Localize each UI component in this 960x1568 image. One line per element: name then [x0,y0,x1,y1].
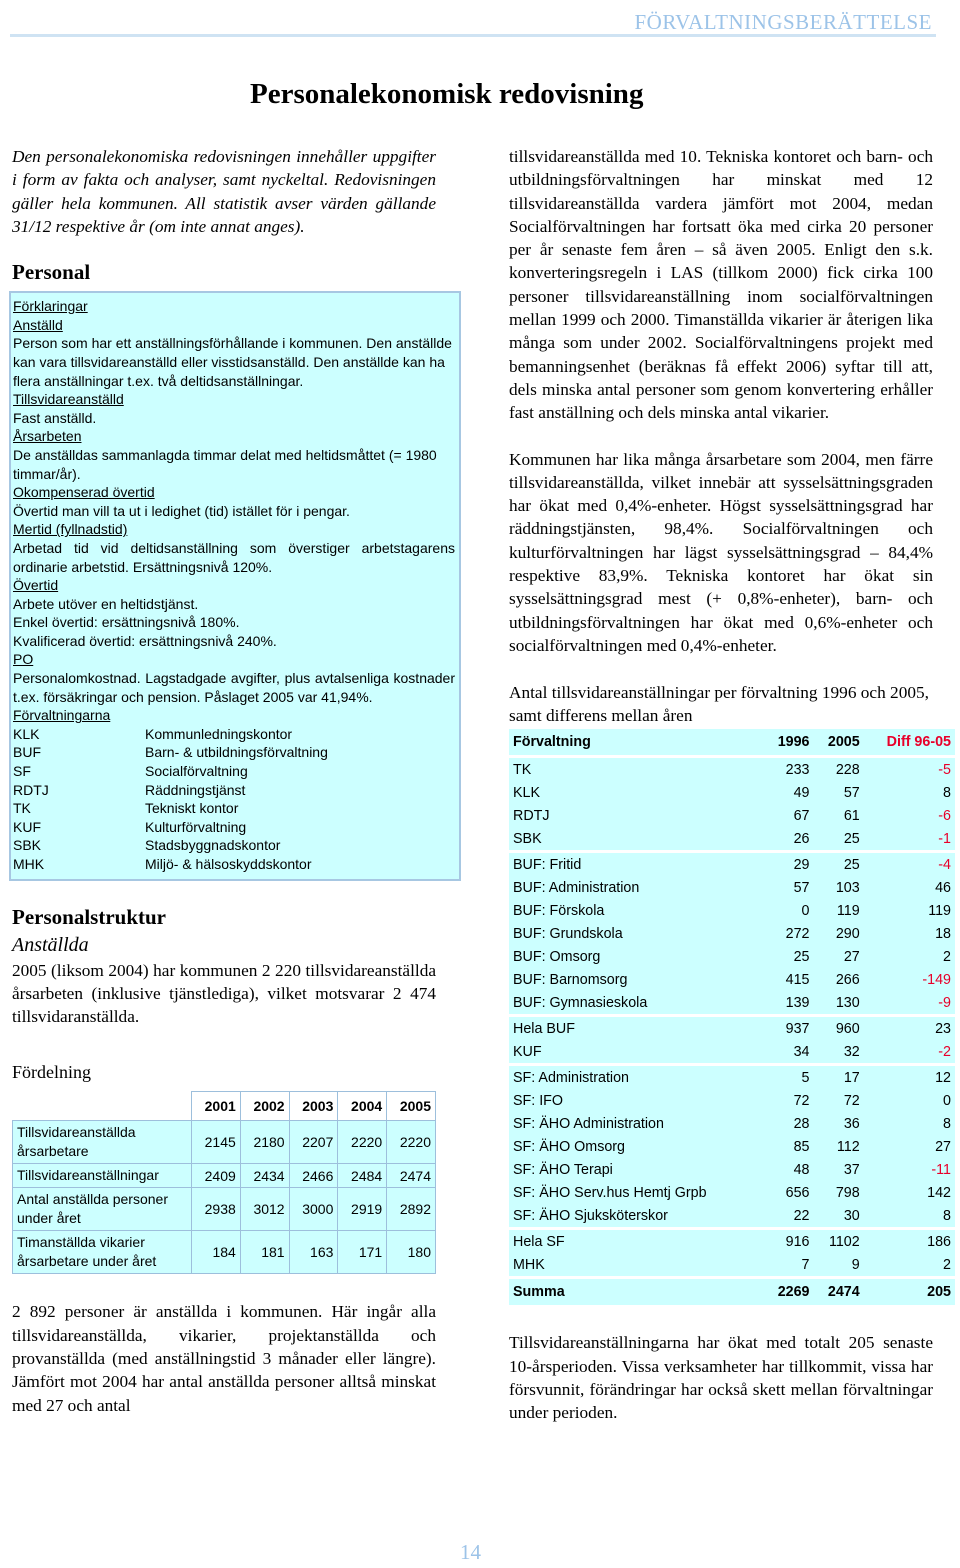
row-label: SF: ÄHO Sjuksköterskor [509,1204,763,1229]
table-row [509,1065,955,1090]
abbr-row [13,762,455,781]
row-label: Tillsvidareanställda årsarbetare [13,1121,192,1164]
table-row [13,1231,436,1274]
column-header: Förvaltning [509,729,763,757]
abbr-value: Socialförvaltning [145,763,248,780]
column-header: Diff 96-05 [864,729,955,757]
table-row [509,1040,955,1065]
abbr-row [13,836,455,855]
cell: 3012 [240,1188,289,1231]
row-label: BUF: Gymnasieskola [509,991,763,1016]
table-header-row [509,729,955,757]
def-tillsv-text: Fast anställd. [13,409,97,426]
cell: 29 [763,852,813,877]
table-row [509,922,955,945]
def-mertid-text: Arbetad tid vid deltidsanställning som överstiger arbetstagarens ordinarie arbetstid. Ersättningsnivå 120%. [13,539,455,575]
def-okomp-heading: Okompenserad övertid [13,484,155,501]
abbr-key: KLK [13,725,40,742]
cell: 36 [814,1112,864,1135]
table-row [509,827,955,852]
cell: 228 [814,757,864,782]
cell: 34 [763,1040,813,1065]
table-header-empty [13,1092,192,1121]
section-title: FÖRVALTNINGSBERÄTTELSE [634,10,932,34]
abbr-value: Räddningstjänst [145,781,246,798]
cell: 119 [814,899,864,922]
table-row [509,991,955,1016]
page-header [10,6,936,37]
def-overtid-heading: Övertid [13,577,59,594]
def-overtid-text-1: Arbete utöver en heltidstjänst. [13,595,199,612]
cell: 85 [763,1135,813,1158]
abbr-key: SF [13,763,31,780]
cell: 184 [192,1231,241,1274]
row-label: SF: IFO [509,1089,763,1112]
table-row [13,1164,436,1188]
table-row [509,876,955,899]
cell: 1102 [814,1229,864,1254]
cell: 25 [814,852,864,877]
table-row [509,852,955,877]
abbr-key: TK [13,800,31,817]
cell: 2919 [338,1188,387,1231]
year-header: 2002 [240,1092,289,1121]
cell: 130 [814,991,864,1016]
cell: 290 [814,922,864,945]
row-label: BUF: Barnomsorg [509,968,763,991]
def-okomp-text: Övertid man vill ta ut i ledighet (tid) istället för i pengar. [13,502,350,519]
table-row [509,757,955,782]
row-label: BUF: Grundskola [509,922,763,945]
diff-cell: 119 [864,899,955,922]
abbr-value: Barn- & utbildningsförvaltning [145,744,328,761]
page-title: Personalekonomisk redovisning [250,78,644,110]
diff-cell: -2 [864,1040,955,1065]
employees-paragraph: 2 892 personer är anställda i kommunen. Här ingår alla tillsvidareanställda, vikarier, projektanställda och provanställda (med anställningstid 3 månader eller längre). Jämfört mot 2004 har antal anställda personer alltså minskat med 27 och antal [12,1302,436,1415]
diff-cell: 2 [864,1253,955,1278]
cell: 26 [763,827,813,852]
struktur-heading: Personalstruktur [12,904,166,929]
cell: 67 [763,804,813,827]
cell: 139 [763,991,813,1016]
cell: 27 [814,945,864,968]
table-row [509,1253,955,1278]
table-row [509,1204,955,1229]
row-label: SF: ÄHO Administration [509,1112,763,1135]
year-header: 2004 [338,1092,387,1121]
def-po-text: Personalomkostnad. Lagstadgade avgifter, plus avtalsenliga kostnader t.ex. försäkringar och pension. Påslaget 2005 var 41,94%. [13,670,455,705]
right-paragraph-3: Tillsvidareanställningarna har ökat med totalt 205 senaste 10-årsperioden. Vissa verksamheter har tillkommit, vissa har försvunnit, förändringar har också skett mellan förvaltningar under perioden. [509,1333,933,1423]
cell: 2145 [192,1121,241,1164]
diff-cell: 142 [864,1181,955,1204]
cell: 916 [763,1229,813,1254]
diff-cell: 27 [864,1135,955,1158]
abbr-row [13,799,455,818]
cell: 25 [763,945,813,968]
cell: 57 [763,876,813,899]
cell: 3000 [289,1188,338,1231]
table-row [509,1089,955,1112]
cell: 112 [814,1135,864,1158]
row-label: BUF: Administration [509,876,763,899]
anstallda-heading: Anställda [12,933,89,956]
table-row [509,1158,955,1181]
abbr-value: Miljö- & hälsoskyddskontor [145,856,312,872]
row-label: SF: ÄHO Omsorg [509,1135,763,1158]
row-label: SF: Administration [509,1065,763,1090]
def-mertid-heading: Mertid (fyllnadstid) [13,521,128,538]
column-header: 1996 [763,729,813,757]
table-row [13,1188,436,1231]
row-label: Hela SF [509,1229,763,1254]
cell: 415 [763,968,813,991]
forvaltning-table [509,729,955,1305]
abbr-row [13,743,455,762]
abbr-row [13,855,455,874]
diff-cell: 23 [864,1016,955,1041]
personal-heading: Personal [12,260,91,285]
right-column [509,145,951,1424]
table-row [509,945,955,968]
row-label: Timanställda vikarier årsarbetare under året [13,1231,192,1274]
abbr-value: Kulturförvaltning [145,818,247,835]
row-label: Tillsvidareanställningar [13,1164,192,1188]
table-row [509,804,955,827]
diff-cell: 186 [864,1229,955,1254]
cell: 937 [763,1016,813,1041]
diff-cell: -9 [864,991,955,1016]
abbr-value: Tekniskt kontor [145,800,239,817]
forvaltning-table-body [509,729,955,1305]
abbr-row [13,725,455,744]
abbr-row [13,818,455,837]
table-header-row [13,1092,436,1121]
row-label: Hela BUF [509,1016,763,1041]
cell: 7 [763,1253,813,1278]
fordelning-title: Fördelning [12,1062,91,1083]
right-paragraph-2: Kommunen har lika många årsarbetare som 2004, men färre tillsvidareanställda, vilket innebär att sysselsättningsgraden har ökat med 0,4%-enheter. Högst sysselsättningsgrad har räddningstjänsten, 98,4%. Socialförvaltningen och kulturförvaltningen har lägst sysselsättningsgrad – 84,4% respektive 83,9%. Tekniska kontoret har ökat sin sysselsättningsgrad mest (+ 0,8%-enheter), barn- och utbildningsförvaltningen har ökat med 0,6%-enheter och socialförvaltningen med 0,4%-enheter. [509,449,933,655]
abbr-key: MHK [13,856,45,872]
cell: 2892 [387,1188,436,1231]
table-row [509,1016,955,1041]
year-header: 2003 [289,1092,338,1121]
right-paragraph-1: tillsvidareanställda med 10. Tekniska kontoret och barn- och utbildningsförvaltningen har minskat med 12 tillsvidareanställda vardera jämfört mot 2004, medan Socialförvaltningen har fortsatt öka med cirka 20 personer per år senaste fem åren – så även 2005. Enligt den s.k. konverteringsregeln i LAS (tillkom 2000) fick cirka 100 personer tillsvidareanställning inom socialförvaltningen mellan 1999 och 2000. Timanställda vikarier är återigen lika många som under 2002. Socialförvaltningens projekt med bemanningsenhet (beräknas få effekt 2006) syftar till att, dels minska antal personer som genom konvertering erhåller fast anställning och dels minska antal vikarier. [509,147,933,423]
row-label: KUF [509,1040,763,1065]
cell: 61 [814,804,864,827]
diff-cell: -11 [864,1158,955,1181]
def-overtid-text-2: Enkel övertid: ersättningsnivå 180%. [13,614,240,631]
row-label: BUF: Fritid [509,852,763,877]
row-label: SBK [509,827,763,852]
cell: 25 [814,827,864,852]
row-label: RDTJ [509,804,763,827]
year-header: 2005 [387,1092,436,1121]
abbr-value: Kommunledningskontor [145,725,293,742]
cell: 72 [814,1089,864,1112]
table-row [509,1181,955,1204]
row-label: Summa [509,1278,763,1306]
cell: 2938 [192,1188,241,1231]
cell: 22 [763,1204,813,1229]
cell: 30 [814,1204,864,1229]
abbr-key: BUF [13,744,41,761]
cell: 2474 [387,1164,436,1188]
row-label: SF: ÄHO Serv.hus Hemtj Grpb [509,1181,763,1204]
table-row [509,781,955,804]
abbr-key: RDTJ [13,781,49,798]
cell: 2269 [763,1278,813,1306]
struktur-paragraph: 2005 (liksom 2004) har kommunen 2 220 tillsvidareanställda årsarbeten (inklusive tjänstlediga), vilket motsvarar 2 474 tillsvidaranställda. [12,960,436,1027]
diff-cell: 0 [864,1089,955,1112]
abbr-key: SBK [13,837,42,854]
cell: 49 [763,781,813,804]
cell: 181 [240,1231,289,1274]
diff-cell: -6 [864,804,955,827]
cell: 2220 [387,1121,436,1164]
cell: 72 [763,1089,813,1112]
cell: 0 [763,899,813,922]
cell: 2484 [338,1164,387,1188]
def-anstalld-text: Person som har ett anställningsförhållande i kommunen. Den anställde kan vara tillsvidareanställd eller visstidsanställd. Den anställde kan ha flera anställningar t.ex. två deltidsanställningar. [13,335,452,389]
cell: 2220 [338,1121,387,1164]
cell: 32 [814,1040,864,1065]
diff-cell: 18 [864,922,955,945]
cell: 2180 [240,1121,289,1164]
row-label: TK [509,757,763,782]
column-header: 2005 [814,729,864,757]
cell: 2474 [814,1278,864,1306]
cell: 48 [763,1158,813,1181]
cell: 9 [814,1253,864,1278]
table-row [509,1112,955,1135]
abbr-row [13,781,455,800]
cell: 2409 [192,1164,241,1188]
cell: 171 [338,1231,387,1274]
cell: 2207 [289,1121,338,1164]
def-forv-heading: Förvaltningarna [13,707,111,724]
diff-cell: 8 [864,781,955,804]
fordelning-table [12,1091,436,1274]
def-anstalld-heading: Anställd [13,316,63,333]
sum-row [509,1278,955,1306]
diff-cell: 8 [864,1112,955,1135]
cell: 960 [814,1016,864,1041]
page-number: 14 [460,1540,481,1564]
row-label: MHK [509,1253,763,1278]
row-label: KLK [509,781,763,804]
left-column [12,145,455,1417]
table-row [509,1229,955,1254]
cell: 798 [814,1181,864,1204]
cell: 2434 [240,1164,289,1188]
def-overtid-text-3: Kvalificerad övertid: ersättningsnivå 240%. [13,632,277,649]
cell: 2466 [289,1164,338,1188]
diff-cell: 8 [864,1204,955,1229]
cell: 266 [814,968,864,991]
diff-cell: -4 [864,852,955,877]
row-label: SF: ÄHO Terapi [509,1158,763,1181]
row-label: BUF: Förskola [509,899,763,922]
table-row [509,899,955,922]
def-arsarb-text: De anställdas sammanlagda timmar delat med heltidsmåttet (= 1980 timmar/år). [13,446,437,482]
def-tillsv-heading: Tillsvidareanställd [13,391,124,408]
diff-cell: 2 [864,945,955,968]
cell: 233 [763,757,813,782]
cell: 5 [763,1065,813,1090]
diff-cell: 205 [864,1278,955,1306]
diff-cell: -5 [864,757,955,782]
cell: 656 [763,1181,813,1204]
table-title: Antal tillsvidareanställningar per förvaltning 1996 och 2005, samt differens mellan åren [509,683,929,726]
cell: 17 [814,1065,864,1090]
def-po-heading: PO [13,651,34,668]
definitions-heading: Förklaringar [13,298,88,315]
row-label: Antal anställda personer under året [13,1188,192,1231]
abbr-value: Stadsbyggnadskontor [145,837,281,854]
diff-cell: 12 [864,1065,955,1090]
table-row [509,968,955,991]
cell: 37 [814,1158,864,1181]
diff-cell: -1 [864,827,955,852]
abbr-list [13,725,455,874]
cell: 28 [763,1112,813,1135]
table-row [509,1135,955,1158]
table-row [13,1121,436,1164]
diff-cell: 46 [864,876,955,899]
cell: 180 [387,1231,436,1274]
intro-paragraph: Den personalekonomiska redovisningen innehåller uppgifter i form av fakta och analyser, samt nyckeltal. Redovisningen gäller hela kommunen. All statistik avser värden gällande 31/12 respektive år (om inte annat anges). [12,147,436,236]
row-label: BUF: Omsorg [509,945,763,968]
cell: 272 [763,922,813,945]
abbr-key: KUF [13,818,41,835]
definitions-box [9,291,461,880]
diff-cell: -149 [864,968,955,991]
def-arsarb-heading: Årsarbeten [13,428,82,445]
year-header: 2001 [192,1092,241,1121]
cell: 163 [289,1231,338,1274]
cell: 103 [814,876,864,899]
cell: 57 [814,781,864,804]
